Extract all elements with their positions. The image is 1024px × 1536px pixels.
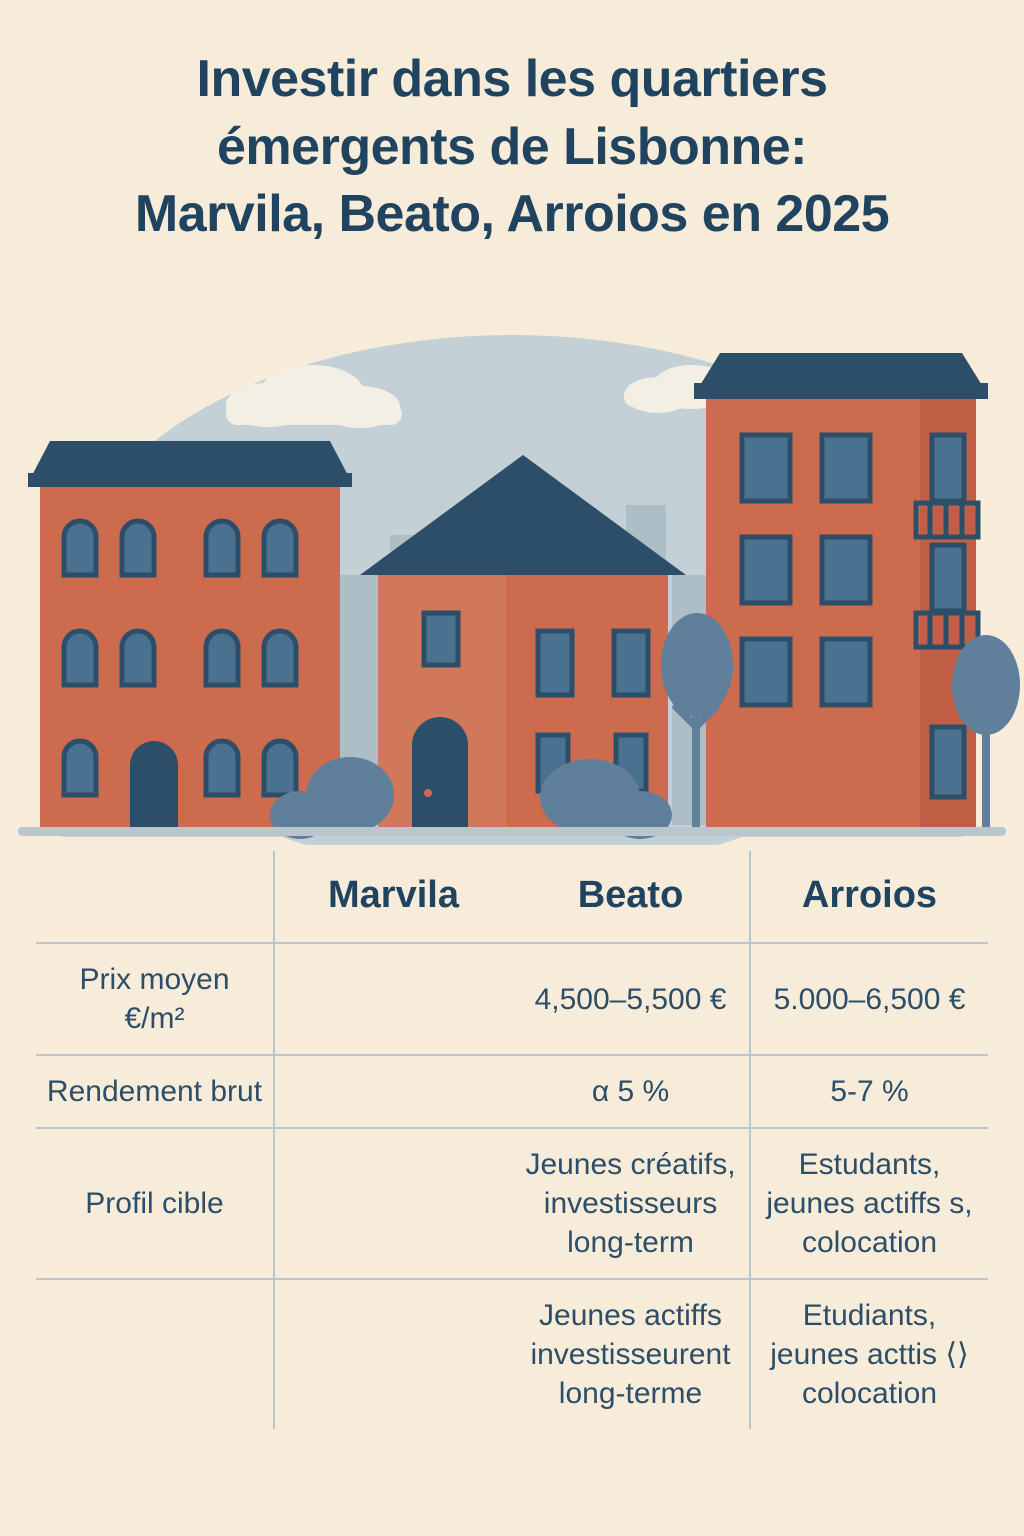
row-label-yield: Rendement brut (36, 1055, 274, 1128)
cell-profile-arroios (750, 1128, 988, 1279)
table-body (36, 943, 988, 1429)
cell-profile-beato (512, 1128, 750, 1279)
table-row (36, 943, 988, 1055)
page-title-line-1: Investir dans les quartiers (196, 50, 828, 108)
table-row (36, 1128, 988, 1279)
table-header-beato: Beato (512, 851, 750, 943)
cell-extra-beato-line-1: Jeunes actiffs (539, 1299, 722, 1333)
row-label-price-line-1: Prix moyen (79, 963, 230, 997)
cell-extra-beato (512, 1279, 750, 1429)
cell-yield-arroios: 5-7 % (830, 1075, 909, 1109)
ground-line (18, 827, 1006, 836)
cell-profile-marvila (274, 1128, 512, 1279)
cell-price-beato: 4,500–5,500 € (512, 943, 750, 1055)
cell-yield-beato: α 5 % (512, 1055, 750, 1128)
table-header (36, 851, 988, 943)
cell-profile-beato-line-3: long-term (567, 1226, 694, 1260)
cell-profile-beato-line-2: investisseurs (543, 1187, 718, 1221)
table-row (36, 1279, 988, 1429)
cell-extra-marvila (274, 1279, 512, 1429)
cell-extra-arroios-line-1: Etudiants, (802, 1299, 937, 1333)
buildings-illustration (0, 275, 1024, 845)
cell-price-marvila (274, 943, 512, 1055)
row-label-profile: Profil cible (36, 1128, 274, 1279)
cell-profile-arroios-line-2: jeunes actiffs s, (766, 1187, 973, 1221)
door (412, 717, 468, 830)
comparison-table-wrapper (0, 851, 1024, 1429)
cell-extra-beato-line-2: investisseurent (530, 1338, 731, 1372)
table-header-marvila: Marvila (328, 873, 459, 916)
building-right-tall (694, 353, 988, 830)
cell-price-arroios: 5.000–6,500 € (773, 982, 966, 1016)
row-label-extra (36, 1279, 274, 1429)
cell-yield-marvila (274, 1055, 512, 1128)
cell-extra-beato-line-3: long-terme (558, 1377, 703, 1411)
table-header-row (36, 851, 988, 943)
door (130, 741, 178, 830)
building-left-three-storey (28, 441, 352, 830)
cell-profile-beato-line-1: Jeunes créatifs, (525, 1148, 736, 1182)
table-header-arroios: Arroios (801, 873, 938, 916)
row-label-price-line-2: €/m² (124, 1002, 185, 1036)
table-row (36, 1055, 988, 1128)
cell-extra-arroios-line-2: jeunes acttis ⟨⟩ (770, 1338, 969, 1372)
page-title-line-2: émergents de Lisbonne: (217, 117, 807, 176)
comparison-table (36, 851, 988, 1429)
cell-extra-arroios-line-3: colocation (801, 1377, 938, 1411)
page-title (0, 0, 1024, 249)
page-title-line-3: Marvila, Beato, Arroios en 2025 (134, 185, 890, 244)
table-header-empty (36, 851, 274, 943)
cell-extra-arroios (750, 1279, 988, 1429)
cell-profile-arroios-line-3: colocation (801, 1226, 938, 1260)
row-label-price (36, 943, 274, 1055)
cell-profile-arroios-line-1: Estudants, (798, 1148, 941, 1182)
